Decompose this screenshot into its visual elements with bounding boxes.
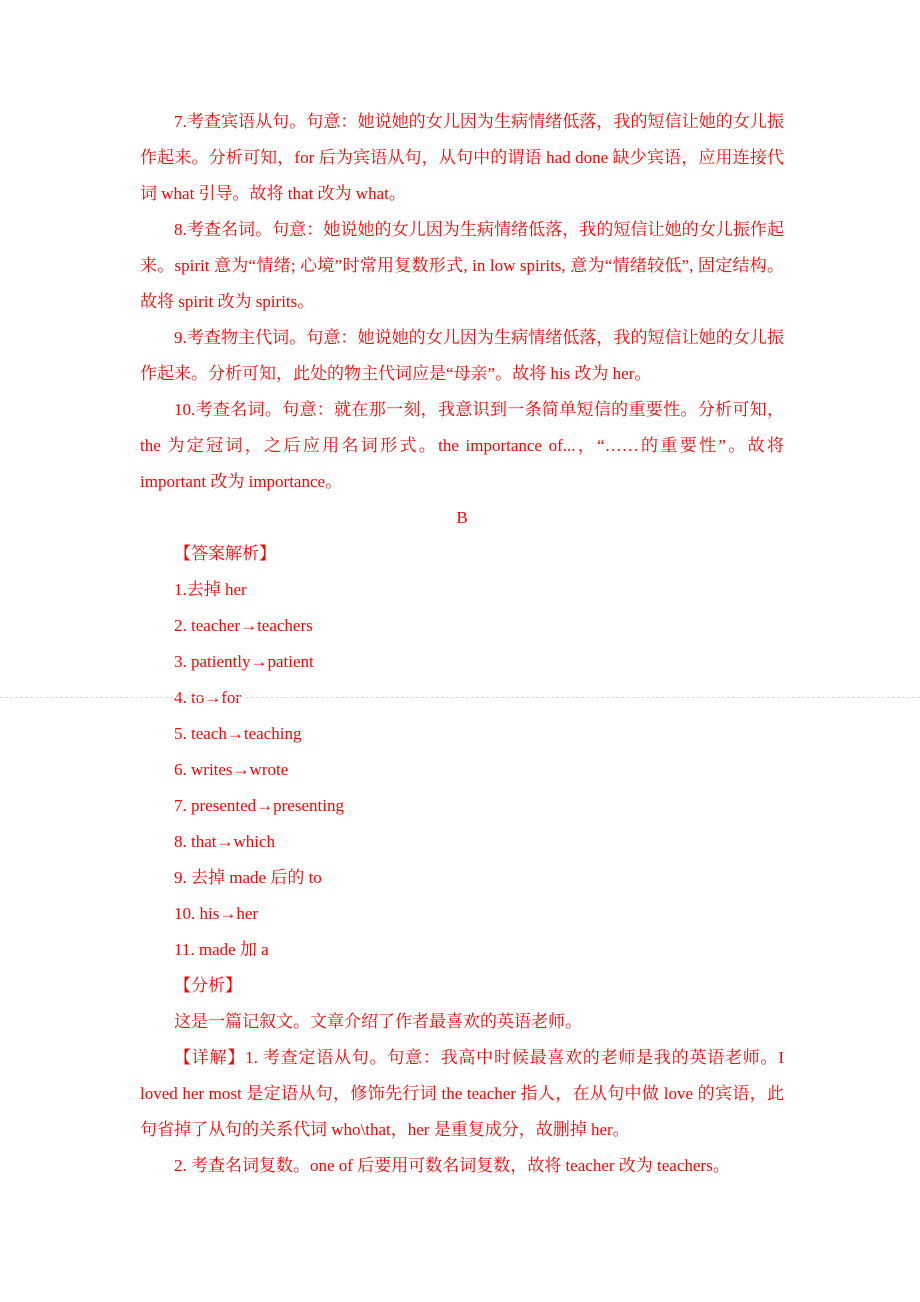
answer-item-8: 8. that→which <box>174 832 276 851</box>
answer-item-7: 7. presented→presenting <box>174 796 344 815</box>
explanation-para-q9: 9.考查物主代词。句意：她说她的女儿因为生病情绪低落，我的短信让她的女儿振作起来。分析可知，此处的物主代词应是“母亲”。故将 his 改为 her。 <box>140 328 784 383</box>
answer-item-6: 6. writes→wrote <box>174 760 289 779</box>
explanation-para-q8: 8.考查名词。句意：她说她的女儿因为生病情绪低落，我的短信让她的女儿振作起来。spirit 意为“情绪; 心境”时常用复数形式, in low spirits, 意为“情绪较低”, 固定结构。故将 spirit 改为 spirits。 <box>140 220 784 311</box>
answer-key-title: 【答案解析】 <box>174 544 276 563</box>
analysis-text: 这是一篇记叙文。文章介绍了作者最喜欢的英语老师。 <box>174 1012 582 1031</box>
page-break-divider <box>0 697 920 698</box>
detail-para-1: 【详解】1. 考查定语从句。句意：我高中时候最喜欢的老师是我的英语老师。I loved her most 是定语从句，修饰先行词 the teacher 指人，在从句中做 love 的宾语，此句省掉了从句的关系代词 who\that，her 是重复成分，故删掉 her。 <box>140 1048 784 1139</box>
analysis-title: 【分析】 <box>174 976 242 995</box>
explanation-para-q7: 7.考查宾语从句。句意：她说她的女儿因为生病情绪低落，我的短信让她的女儿振作起来。分析可知，for 后为宾语从句，从句中的谓语 had done 缺少宾语，应用连接代词 what 引导。故将 that 改为 what。 <box>140 112 784 203</box>
answer-item-9: 9. 去掉 made 后的 to <box>174 868 322 887</box>
answer-item-5: 5. teach→teaching <box>174 724 302 743</box>
answer-item-4: 4. to→for <box>174 688 242 707</box>
answer-item-1: 1.去掉 her <box>174 580 247 599</box>
explanation-para-q10: 10.考查名词。句意：就在那一刻，我意识到一条简单短信的重要性。分析可知，the 为定冠词，之后应用名词形式。the importance of...，“……的重要性”。故将 important 改为 importance。 <box>140 400 784 491</box>
section-heading-b: B <box>456 508 468 527</box>
answer-item-11: 11. made 加 a <box>174 940 269 959</box>
detail-para-2: 2. 考查名词复数。one of 后要用可数名词复数，故将 teacher 改为 teachers。 <box>174 1156 730 1175</box>
answer-item-2: 2. teacher→teachers <box>174 616 313 635</box>
answer-item-10: 10. his→her <box>174 904 259 923</box>
answer-item-3: 3. patiently→patient <box>174 652 314 671</box>
